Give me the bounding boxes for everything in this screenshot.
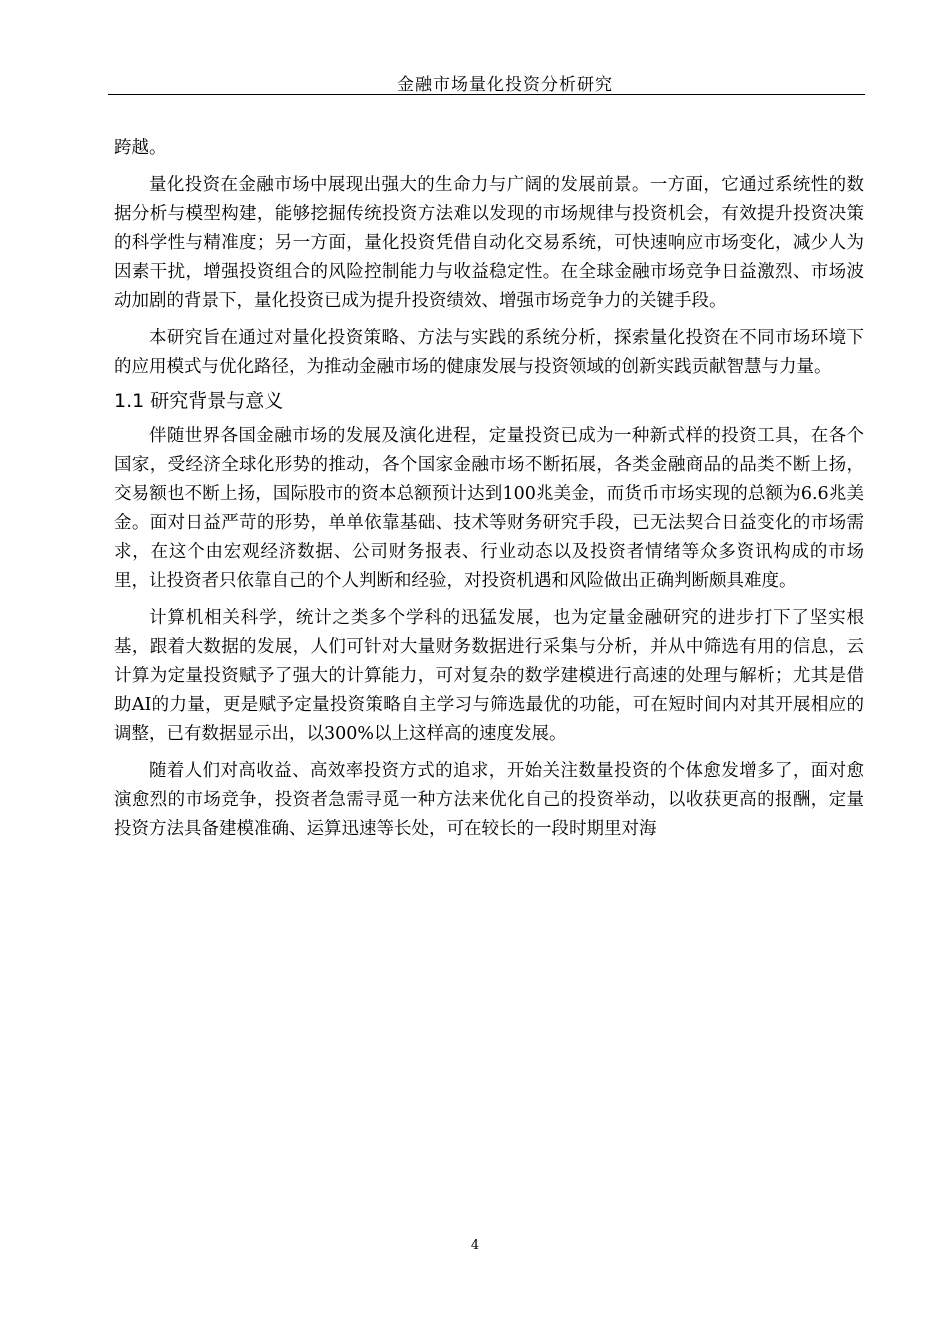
running-header-title: 金融市场量化投资分析研究 — [397, 75, 613, 95]
header-divider — [108, 94, 865, 95]
section-heading: 1.1 研究背景与意义 — [114, 390, 284, 412]
body-text — [114, 134, 864, 844]
paragraph-continuation: 跨越。 — [114, 138, 167, 158]
paragraph: 本研究旨在通过对量化投资策略、方法与实践的系统分析，探索量化投资在不同市场环境下的应用模式与优化路径，为推动金融市场的健康发展与投资领域的创新实践贡献智慧与力量。 — [114, 328, 864, 377]
page-number: 4 — [470, 1238, 480, 1253]
paragraph: 伴随世界各国金融市场的发展及演化进程，定量投资已成为一种新式样的投资工具，在各个国家，受经济全球化形势的推动，各个国家金融市场不断拓展，各类金融商品的品类不断上扬，交易额也不断上扬，国际股市的资本总额预计达到100兆美金，而货币市场实现的总额为6.6兆美金。面对日益严苛的形势，单单依靠基础、技术等财务研究手段，已无法契合日益变化的市场需求，在这个由宏观经济数据、公司财务报表、行业动态以及投资者情绪等众多资讯构成的市场里，让投资者只依靠自己的个人判断和经验，对投资机遇和风险做出正确判断颇具难度。 — [114, 426, 864, 591]
paragraph: 计算机相关科学，统计之类多个学科的迅猛发展，也为定量金融研究的进步打下了坚实根基，跟着大数据的发展，人们可针对大量财务数据进行采集与分析，并从中筛选有用的信息，云计算为定量投资赋予了强大的计算能力，可对复杂的数学建模进行高速的处理与解析；尤其是借助AI的力量，更是赋予定量投资策略自主学习与筛选最优的功能，可在短时间内对其开展相应的调整，已有数据显示出，以300%以上这样高的速度发展。 — [114, 608, 864, 744]
paragraph: 随着人们对高收益、高效率投资方式的追求，开始关注数量投资的个体愈发增多了，面对愈演愈烈的市场竞争，投资者急需寻觅一种方法来优化自己的投资举动，以收获更高的报酬，定量投资方法具备建模准确、运算迅速等长处，可在较长的一段时期里对海 — [114, 761, 864, 839]
paragraph: 量化投资在金融市场中展现出强大的生命力与广阔的发展前景。一方面，它通过系统性的数据分析与模型构建，能够挖掘传统投资方法难以发现的市场规律与投资机会，有效提升投资决策的科学性与精准度；另一方面，量化投资凭借自动化交易系统，可快速响应市场变化，减少人为因素干扰，增强投资组合的风险控制能力与收益稳定性。在全球金融市场竞争日益激烈、市场波动加剧的背景下，量化投资已成为提升投资绩效、增强市场竞争力的关键手段。 — [114, 175, 864, 311]
